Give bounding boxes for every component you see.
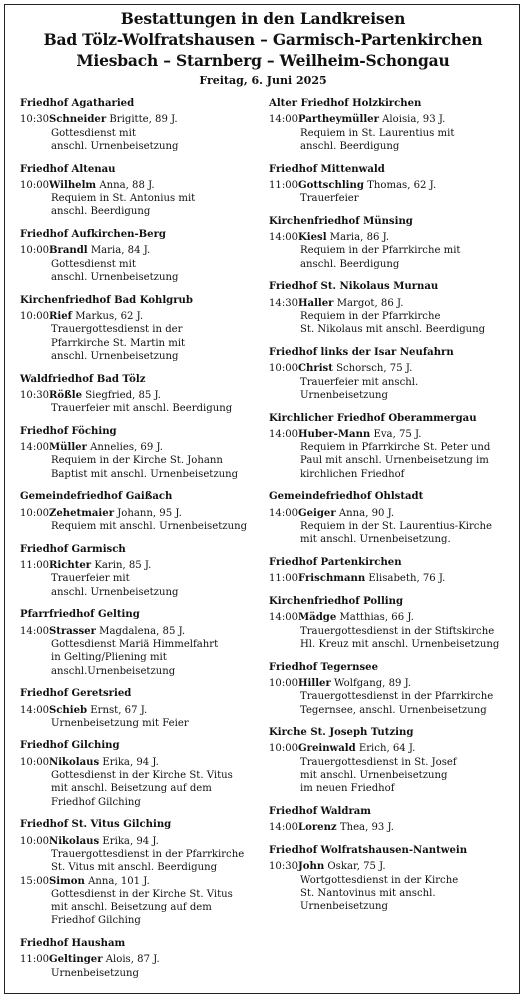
burial-entry bbox=[269, 113, 514, 153]
cemetery-section bbox=[20, 163, 252, 219]
deceased-surname: Geiger bbox=[298, 507, 336, 519]
burial-time: 14:00 bbox=[269, 822, 299, 834]
deceased-line bbox=[49, 953, 252, 966]
cemetery-name: Friedhof Garmisch bbox=[20, 543, 126, 555]
burial-time: 14:00 bbox=[20, 704, 50, 716]
deceased-name-age: Thea, 93 J. bbox=[336, 822, 395, 834]
burial-body bbox=[49, 441, 252, 481]
burial-body bbox=[298, 428, 514, 481]
service-detail: anschl. Beerdigung bbox=[300, 258, 400, 270]
burial-time: 14:00 bbox=[269, 114, 299, 126]
deceased-surname: Gottschling bbox=[298, 179, 364, 191]
deceased-surname: Zehetmaier bbox=[49, 507, 115, 519]
cemetery-section bbox=[20, 490, 252, 533]
deceased-surname: Lorenz bbox=[298, 822, 337, 834]
service-detail: St. Nantovinus mit anschl. bbox=[300, 887, 436, 899]
burial-entry bbox=[20, 310, 252, 363]
deceased-surname: Mädge bbox=[298, 612, 337, 624]
deceased-line bbox=[49, 704, 252, 717]
service-detail: kirchlichen Friedhof bbox=[300, 468, 405, 480]
deceased-line bbox=[49, 244, 252, 257]
deceased-name-age: Maria, 84 J. bbox=[87, 245, 151, 257]
cemetery-section bbox=[20, 543, 252, 599]
deceased-line bbox=[298, 428, 514, 441]
page-header bbox=[0, 8, 526, 89]
burial-time: 10:00 bbox=[269, 743, 299, 755]
deceased-name-age: Aloisia, 93 J. bbox=[378, 114, 446, 126]
deceased-surname: Wilhelm bbox=[49, 179, 97, 191]
deceased-line bbox=[298, 860, 514, 873]
service-detail: Requiem in St. Antonius mit bbox=[51, 193, 196, 205]
cemetery-name: Friedhof Altenau bbox=[20, 163, 116, 175]
cemetery-name: Friedhof Agatharied bbox=[20, 98, 135, 109]
cemetery-name: Friedhof links der Isar Neufahrn bbox=[269, 347, 454, 359]
deceased-line bbox=[49, 179, 252, 192]
cemetery-section bbox=[269, 97, 514, 153]
cemetery-name: Friedhof Mittenwald bbox=[269, 163, 385, 175]
burial-body bbox=[49, 756, 252, 809]
service-detail: anschl. Urnenbeisetzung bbox=[51, 272, 179, 284]
burial-time: 14:00 bbox=[20, 442, 50, 454]
service-detail: mit anschl. Beisetzung auf dem bbox=[51, 783, 212, 795]
service-detail: Friedhof Gilching bbox=[51, 796, 141, 808]
cemetery-name: Gemeindefriedhof Ohlstadt bbox=[269, 491, 424, 503]
burial-time: 14:00 bbox=[269, 612, 299, 624]
cemetery-section bbox=[20, 687, 252, 730]
burial-body bbox=[298, 179, 514, 206]
service-detail: Baptist mit anschl. Urnenbeisetzung bbox=[51, 468, 239, 480]
deceased-line bbox=[49, 310, 252, 323]
burial-body bbox=[49, 625, 252, 678]
cemetery-name: Kirchenfriedhof Bad Kohlgrub bbox=[20, 294, 193, 306]
left-column bbox=[20, 97, 252, 989]
deceased-line bbox=[298, 297, 514, 310]
burial-time: 10:00 bbox=[269, 677, 299, 689]
burial-body bbox=[49, 875, 252, 928]
cemetery-section bbox=[269, 346, 514, 402]
service-detail: Gottesdienst Mariä Himmelfahrt bbox=[51, 638, 219, 650]
burial-time: 10:00 bbox=[20, 179, 50, 191]
burial-body bbox=[49, 389, 252, 416]
deceased-name-age: Erich, 64 J. bbox=[355, 743, 416, 755]
service-detail: Requiem mit anschl. Urnenbeisetzung bbox=[51, 521, 248, 533]
burial-time: 14:00 bbox=[269, 428, 299, 440]
burial-entry bbox=[20, 389, 252, 416]
cemetery-section bbox=[269, 163, 514, 206]
service-detail: Requiem in der Pfarrkirche mit bbox=[300, 245, 461, 257]
cemetery-section bbox=[20, 97, 252, 153]
cemetery-name: Friedhof Waldram bbox=[269, 806, 371, 818]
deceased-name-age: Markus, 62 J. bbox=[72, 311, 144, 323]
deceased-name-age: Karin, 85 J. bbox=[91, 560, 152, 572]
cemetery-section bbox=[20, 739, 252, 808]
deceased-name-age: Matthias, 66 J. bbox=[336, 612, 414, 624]
service-detail: anschl. Beerdigung bbox=[51, 206, 151, 218]
service-detail: Trauerfeier mit anschl. bbox=[300, 376, 419, 388]
service-detail: St. Vitus mit anschl. Beerdigung bbox=[51, 862, 218, 874]
service-detail: im neuen Friedhof bbox=[300, 783, 395, 795]
service-detail: anschl. Beerdigung bbox=[300, 140, 400, 152]
deceased-name-age: Magdalena, 85 J. bbox=[95, 625, 186, 637]
cemetery-name: Kirchenfriedhof Polling bbox=[269, 596, 404, 608]
deceased-name-age: Maria, 86 J. bbox=[326, 232, 390, 244]
deceased-line bbox=[49, 559, 252, 572]
cemetery-section bbox=[269, 661, 514, 717]
service-detail: Urnenbeisetzung bbox=[51, 967, 139, 979]
deceased-surname: Richter bbox=[49, 560, 92, 572]
deceased-name-age: Anna, 88 J. bbox=[96, 179, 155, 191]
burial-time: 10:00 bbox=[20, 311, 50, 323]
burial-body bbox=[298, 113, 514, 153]
burial-entry bbox=[269, 297, 514, 337]
deceased-line bbox=[298, 231, 514, 244]
burial-time: 14:00 bbox=[269, 507, 299, 519]
cemetery-name: Friedhof St. Nikolaus Murnau bbox=[269, 281, 439, 293]
deceased-surname: Frischmann bbox=[298, 573, 366, 585]
cemetery-name: Friedhof Wolfratshausen-Nantwein bbox=[269, 845, 468, 857]
service-detail: Gottesdienst mit bbox=[51, 258, 136, 270]
burial-time: 11:00 bbox=[269, 179, 299, 191]
deceased-name-age: Siegfried, 85 J. bbox=[82, 389, 161, 401]
service-detail: Friedhof Gilching bbox=[51, 915, 141, 927]
burial-time: 11:00 bbox=[20, 560, 50, 572]
burial-time: 11:00 bbox=[269, 573, 299, 585]
cemetery-section bbox=[269, 490, 514, 546]
deceased-name-age: Alois, 87 J. bbox=[102, 954, 160, 966]
title-line-2: Bad Tölz-Wolfratshausen – Garmisch-Partenkirchen bbox=[43, 30, 483, 49]
cemetery-section bbox=[20, 373, 252, 416]
cemetery-name: Friedhof Tegernsee bbox=[269, 661, 378, 673]
title-line-1: Bestattungen in den Landkreisen bbox=[120, 9, 406, 28]
cemetery-section bbox=[20, 425, 252, 481]
service-detail: anschl. Urnenbeisetzung bbox=[51, 140, 179, 152]
cemetery-name: Waldfriedhof Bad Tölz bbox=[20, 373, 146, 385]
burial-time: 10:00 bbox=[20, 507, 50, 519]
burial-time: 10:00 bbox=[269, 363, 299, 375]
burial-body bbox=[49, 704, 252, 731]
service-detail: mit anschl. Beisetzung auf dem bbox=[51, 902, 212, 914]
burial-entry bbox=[269, 179, 514, 206]
service-detail: Requiem in der Kirche St. Johann bbox=[51, 455, 223, 467]
deceased-name-age: Brigitte, 89 J. bbox=[106, 114, 178, 126]
service-detail: anschl. Urnenbeisetzung bbox=[51, 350, 179, 362]
burial-body bbox=[298, 677, 514, 717]
cemetery-section bbox=[269, 844, 514, 913]
burial-entry bbox=[269, 860, 514, 913]
service-detail: Trauerfeier mit bbox=[51, 573, 130, 585]
cemetery-name: Kirchlicher Friedhof Oberammergau bbox=[269, 412, 477, 424]
cemetery-name: Friedhof Partenkirchen bbox=[269, 557, 402, 569]
deceased-line bbox=[49, 835, 252, 848]
cemetery-section bbox=[269, 595, 514, 651]
burial-body bbox=[298, 362, 514, 402]
burial-time: 10:00 bbox=[20, 835, 50, 847]
deceased-line bbox=[49, 389, 252, 402]
burial-body bbox=[49, 953, 252, 980]
service-detail: Requiem in Pfarrkirche St. Peter und bbox=[300, 442, 491, 454]
burial-body bbox=[49, 507, 252, 534]
service-detail: Trauerfeier bbox=[300, 193, 359, 205]
burial-entry bbox=[20, 625, 252, 678]
service-detail: Trauergottesdienst in St. Josef bbox=[300, 756, 457, 768]
burial-body bbox=[49, 559, 252, 599]
service-detail: Pfarrkirche St. Martin mit bbox=[51, 337, 186, 349]
deceased-surname: Nikolaus bbox=[49, 835, 100, 847]
service-detail: Requiem in St. Laurentius mit bbox=[300, 127, 455, 139]
deceased-name-age: Thomas, 62 J. bbox=[363, 179, 437, 191]
burial-entry bbox=[269, 611, 514, 651]
deceased-line bbox=[298, 113, 514, 126]
deceased-name-age: Erika, 94 J. bbox=[99, 756, 159, 768]
deceased-name-age: Eva, 75 J. bbox=[370, 428, 422, 440]
burial-entry bbox=[269, 821, 514, 834]
deceased-surname: Greinwald bbox=[298, 743, 356, 755]
burial-body bbox=[298, 860, 514, 913]
burial-body bbox=[298, 821, 514, 834]
cemetery-name: Kirche St. Joseph Tutzing bbox=[269, 727, 414, 739]
deceased-name-age: Schorsch, 75 J. bbox=[332, 363, 413, 375]
publication-date: Freitag, 6. Juni 2025 bbox=[199, 74, 327, 87]
service-detail: Hl. Kreuz mit anschl. Urnenbeisetzung bbox=[300, 638, 500, 650]
burial-body bbox=[298, 507, 514, 547]
deceased-line bbox=[298, 507, 514, 520]
cemetery-name: Friedhof Föching bbox=[20, 425, 117, 437]
burial-entry bbox=[20, 875, 252, 928]
deceased-line bbox=[49, 625, 252, 638]
deceased-surname: Geltinger bbox=[49, 954, 103, 966]
deceased-line bbox=[298, 821, 514, 834]
deceased-line bbox=[49, 441, 252, 454]
burial-body bbox=[49, 244, 252, 284]
deceased-surname: Simon bbox=[49, 875, 85, 887]
cemetery-section bbox=[269, 280, 514, 336]
deceased-line bbox=[49, 113, 252, 126]
deceased-name-age: Elisabeth, 76 J. bbox=[365, 573, 446, 585]
service-detail: Urnenbeisetzung bbox=[300, 389, 388, 401]
deceased-name-age: Anna, 90 J. bbox=[335, 507, 395, 519]
burial-entry bbox=[20, 835, 252, 875]
deceased-name-age: Annelies, 69 J. bbox=[86, 442, 163, 454]
cemetery-section bbox=[269, 726, 514, 795]
burial-entry bbox=[20, 113, 252, 153]
burial-entry bbox=[20, 179, 252, 219]
deceased-surname: Rief bbox=[49, 311, 72, 323]
service-detail: Trauergottesdienst in der Pfarrkirche bbox=[300, 691, 494, 703]
burial-entry bbox=[269, 742, 514, 795]
burial-entry bbox=[269, 362, 514, 402]
burial-entry bbox=[269, 507, 514, 547]
service-detail: Trauergottesdienst in der Stiftskirche bbox=[300, 625, 495, 637]
cemetery-name: Friedhof St. Vitus Gilching bbox=[20, 819, 172, 831]
burial-entry bbox=[20, 507, 252, 534]
service-detail: Urnenbeisetzung bbox=[300, 901, 388, 913]
deceased-surname: Schneider bbox=[49, 114, 107, 126]
burial-entry bbox=[269, 677, 514, 717]
service-detail: Urnenbeisetzung mit Feier bbox=[51, 717, 189, 729]
service-detail: Paul mit anschl. Urnenbeisetzung im bbox=[300, 455, 489, 467]
service-detail: Requiem in der St. Laurentius-Kirche bbox=[300, 521, 492, 533]
deceased-surname: Brandl bbox=[49, 245, 88, 257]
burial-entry bbox=[20, 953, 252, 980]
burial-body bbox=[298, 297, 514, 337]
burial-time: 10:30 bbox=[20, 114, 50, 126]
cemetery-name: Kirchenfriedhof Münsing bbox=[269, 215, 413, 227]
burial-entry bbox=[20, 441, 252, 481]
deceased-line bbox=[298, 677, 514, 690]
cemetery-section bbox=[269, 556, 514, 586]
deceased-line bbox=[298, 179, 514, 192]
cemetery-section bbox=[269, 412, 514, 481]
service-detail: anschl.Urnenbeisetzung bbox=[51, 665, 176, 677]
deceased-surname: Partheymüller bbox=[298, 114, 379, 126]
burial-time: 10:00 bbox=[20, 245, 50, 257]
service-detail: Trauerfeier mit anschl. Beerdigung bbox=[51, 403, 233, 415]
burial-time: 10:00 bbox=[20, 756, 50, 768]
deceased-surname: Rößle bbox=[49, 389, 83, 401]
burial-time: 14:00 bbox=[20, 625, 50, 637]
deceased-line bbox=[49, 875, 252, 888]
deceased-surname: Kiesl bbox=[298, 232, 327, 244]
deceased-surname: John bbox=[298, 861, 325, 873]
service-detail: Gottesdienst in der Kirche St. Vitus bbox=[51, 888, 233, 900]
service-detail: Trauergottesdienst in der bbox=[51, 324, 183, 336]
service-detail: anschl. Urnenbeisetzung bbox=[51, 586, 179, 598]
deceased-line bbox=[298, 362, 514, 375]
deceased-line bbox=[49, 756, 252, 769]
cemetery-section bbox=[20, 818, 252, 927]
service-detail: Gottesdienst mit bbox=[51, 127, 136, 139]
deceased-name-age: Johann, 95 J. bbox=[114, 507, 182, 519]
deceased-surname: Schieb bbox=[49, 704, 88, 716]
cemetery-name: Pfarrfriedhof Gelting bbox=[20, 609, 140, 621]
deceased-name-age: Erika, 94 J. bbox=[99, 835, 159, 847]
service-detail: mit anschl. Urnenbeisetzung bbox=[300, 770, 448, 782]
service-detail: Tegernsee, anschl. Urnenbeisetzung bbox=[300, 704, 487, 716]
deceased-surname: Strasser bbox=[49, 625, 96, 637]
service-detail: Wortgottesdienst in der Kirche bbox=[300, 874, 459, 886]
title-line-3: Miesbach – Starnberg – Weilheim-Schongau bbox=[76, 51, 450, 70]
right-column bbox=[269, 97, 514, 923]
burial-body bbox=[298, 742, 514, 795]
deceased-line bbox=[298, 611, 514, 624]
cemetery-name: Gemeindefriedhof Gaißach bbox=[20, 491, 173, 503]
cemetery-section bbox=[20, 228, 252, 284]
deceased-line bbox=[298, 742, 514, 755]
burial-body bbox=[298, 572, 514, 585]
cemetery-name: Alter Friedhof Holzkirchen bbox=[269, 98, 422, 109]
cemetery-name: Friedhof Gilching bbox=[20, 740, 120, 752]
cemetery-section bbox=[20, 608, 252, 677]
deceased-line bbox=[298, 572, 514, 585]
service-detail: St. Nikolaus mit anschl. Beerdigung bbox=[300, 324, 486, 336]
burial-body bbox=[298, 231, 514, 271]
deceased-name-age: Wolfgang, 89 J. bbox=[330, 677, 412, 689]
burial-time: 10:30 bbox=[20, 389, 50, 401]
cemetery-name: Friedhof Geretsried bbox=[20, 688, 132, 700]
deceased-surname: Huber-Mann bbox=[298, 428, 371, 440]
cemetery-section bbox=[20, 294, 252, 363]
burial-body bbox=[49, 835, 252, 875]
deceased-surname: Nikolaus bbox=[49, 756, 100, 768]
burial-body bbox=[49, 310, 252, 363]
burial-entry bbox=[269, 572, 514, 585]
cemetery-section bbox=[269, 215, 514, 271]
burial-time: 14:00 bbox=[269, 232, 299, 244]
burial-time: 14:30 bbox=[269, 297, 299, 309]
cemetery-section bbox=[20, 937, 252, 980]
deceased-name-age: Margot, 86 J. bbox=[333, 297, 404, 309]
deceased-surname: Hiller bbox=[298, 677, 331, 689]
burial-entry bbox=[20, 244, 252, 284]
burial-body bbox=[49, 113, 252, 153]
service-detail: in Gelting/Pliening mit bbox=[51, 652, 167, 664]
deceased-name-age: Ernst, 67 J. bbox=[87, 704, 148, 716]
burial-entry bbox=[20, 559, 252, 599]
burial-entry bbox=[269, 231, 514, 271]
deceased-line bbox=[49, 507, 252, 520]
burial-entry bbox=[20, 756, 252, 809]
burial-time: 15:00 bbox=[20, 875, 50, 887]
cemetery-section bbox=[269, 805, 514, 835]
burial-time: 10:30 bbox=[269, 861, 299, 873]
burial-time: 11:00 bbox=[20, 954, 50, 966]
deceased-surname: Müller bbox=[49, 442, 87, 454]
cemetery-name: Friedhof Hausham bbox=[20, 938, 126, 950]
service-detail: Gottesdienst in der Kirche St. Vitus bbox=[51, 770, 233, 782]
cemetery-name: Friedhof Aufkirchen-Berg bbox=[20, 229, 166, 241]
deceased-surname: Christ bbox=[298, 363, 333, 375]
deceased-name-age: Anna, 101 J. bbox=[84, 875, 150, 887]
deceased-surname: Haller bbox=[298, 297, 334, 309]
burial-body bbox=[49, 179, 252, 219]
service-detail: Requiem in der Pfarrkirche bbox=[300, 311, 441, 323]
service-detail: mit anschl. Urnenbeisetzung. bbox=[300, 534, 451, 546]
deceased-name-age: Oskar, 75 J. bbox=[324, 861, 386, 873]
burial-entry bbox=[269, 428, 514, 481]
burial-body bbox=[298, 611, 514, 651]
burial-entry bbox=[20, 704, 252, 731]
service-detail: Trauergottesdienst in der Pfarrkirche bbox=[51, 848, 245, 860]
